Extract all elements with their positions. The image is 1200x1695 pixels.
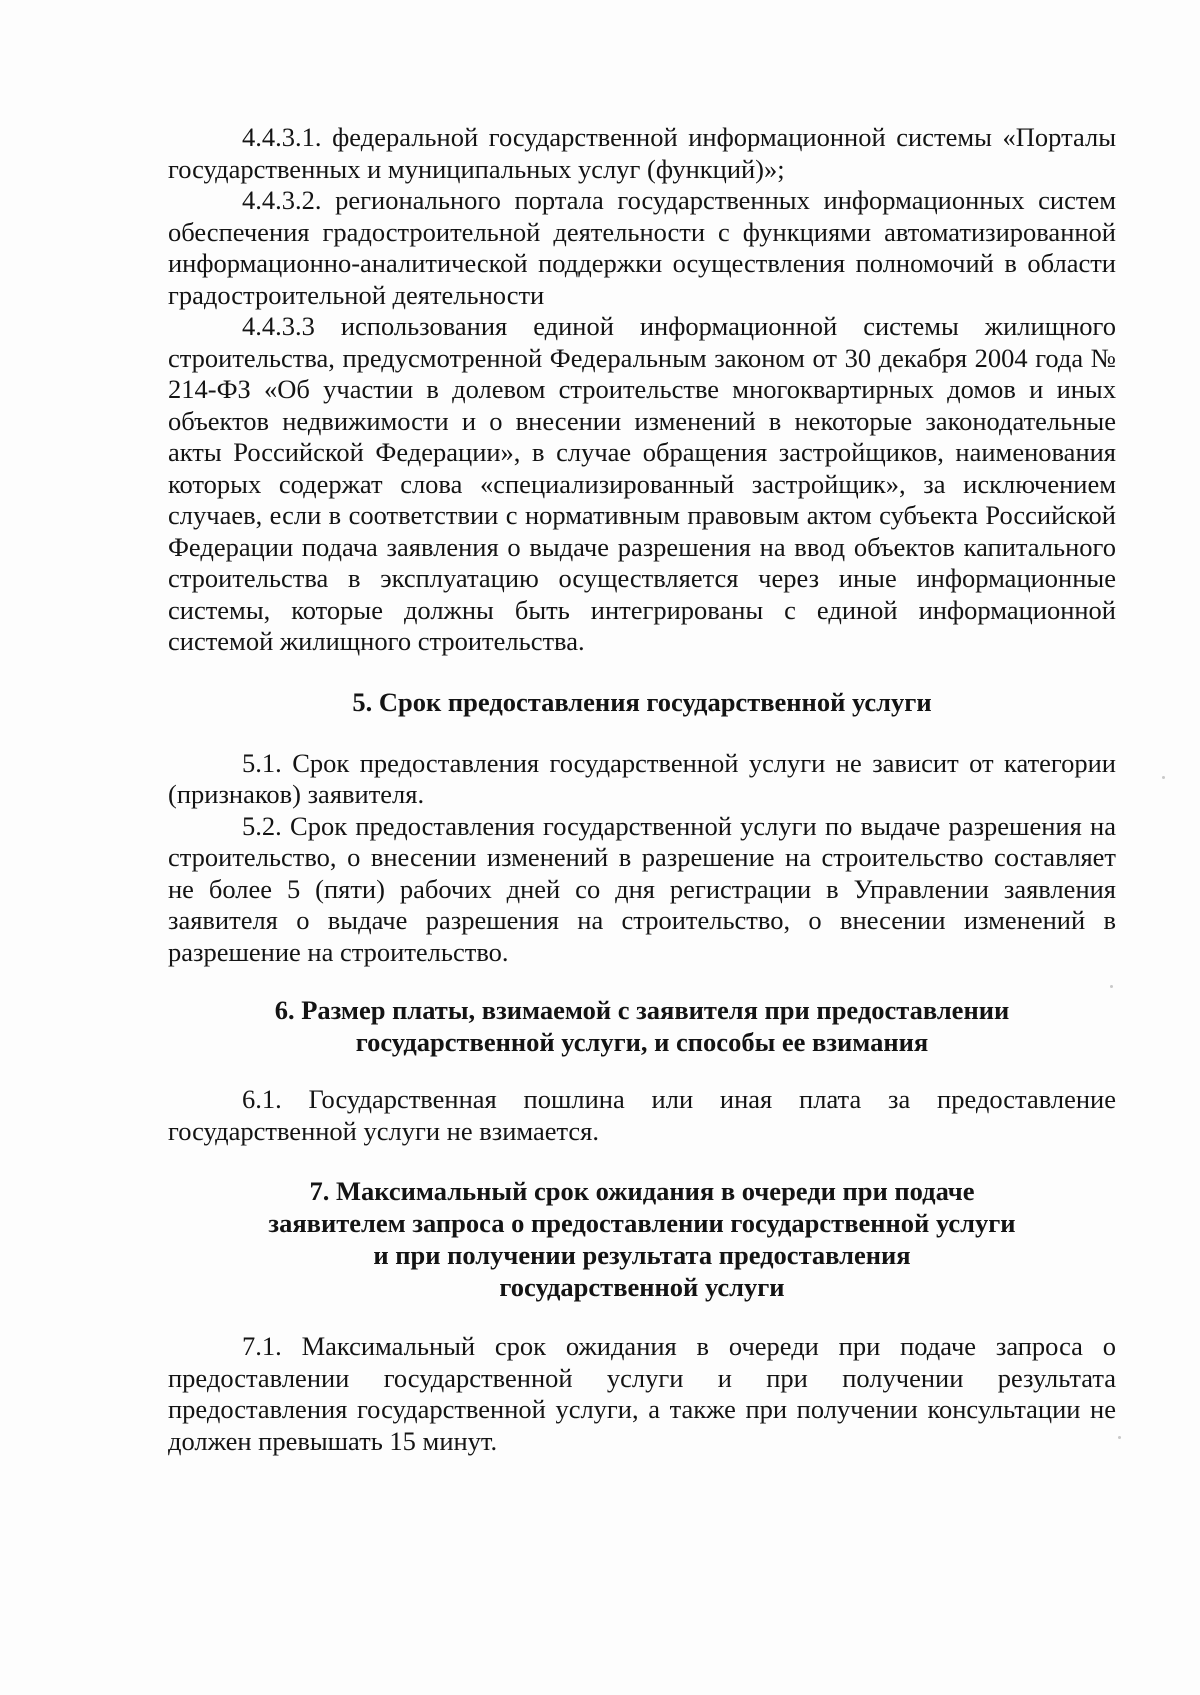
paragraph-4-4-3-3: 4.4.3.3 использования единой информационной системы жилищного строительства, предусмотренной Федеральным законом от 30 декабря 2004 года № 214-ФЗ «Об участии в долевом строительстве многоквартирных домов и иных объектов недвижимости и о внесении изменений в некоторые законодательные акты Российской Федерации», в случае обращения застройщиков, наименования которых содержат слова «специализированный застройщик», за исключением случаев, если в соответствии с нормативным правовым актом субъекта Российской Федерации подача заявления о выдаче разрешения на ввод объектов капитального строительства в эксплуатацию осуществляется через иные информационные системы, которые должны быть интегрированы с единой информационной системой жилищного строительства. <box>168 311 1116 656</box>
section-5-heading: 5. Срок предоставления государственной услуги <box>352 686 932 717</box>
scan-speck <box>1118 1436 1121 1439</box>
scan-speck <box>1110 985 1113 988</box>
document-body <box>168 122 1116 1457</box>
section-7-heading-line-1: 7. Максимальный срок ожидания в очереди при подаче <box>309 1176 975 1206</box>
paragraph-4-4-3-1: 4.4.3.1. федеральной государственной информационной системы «Порталы государственных и муниципальных услуг (функций)»; <box>168 122 1116 184</box>
section-7-heading-line-4: государственной услуги <box>499 1272 785 1302</box>
paragraph-5-2: 5.2. Срок предоставления государственной услуги по выдаче разрешения на строительство, о внесении изменений в разрешение на строительство составляет не более 5 (пяти) рабочих дней со дня регистрации в Управлении заявления заявителя о выдаче разрешения на строительство, о внесении изменений в разрешение на строительство. <box>168 810 1116 967</box>
paragraph-7-1: 7.1. Максимальный срок ожидания в очереди при подаче запроса о предоставлении государственной услуги и при получении результата предоставления государственной услуги, а также при получении консультации не должен превышать 15 минут. <box>168 1331 1116 1456</box>
section-6-heading-line-2: государственной услуги, и способы ее взимания <box>355 1027 929 1057</box>
section-6-heading-line-1: 6. Размер платы, взимаемой с заявителя при предоставлении <box>274 995 1010 1025</box>
paragraph-5-1: 5.1. Срок предоставления государственной услуги не зависит от категории (признаков) заявителя. <box>168 747 1116 809</box>
paragraph-4-4-3-2: 4.4.3.2. регионального портала государственных информационных систем обеспечения градостроительной деятельности с функциями автоматизированной информационно-аналитической поддержки осуществления полномочий в области градостроительной деятельности <box>168 185 1116 310</box>
section-6-heading <box>168 994 1116 1058</box>
section-7-heading <box>168 1175 1116 1303</box>
section-7-heading-line-2: заявителем запроса о предоставлении государственной услуги <box>268 1208 1016 1238</box>
scan-speck <box>1162 776 1165 779</box>
paragraph-6-1: 6.1. Государственная пошлина или иная плата за предоставление государственной услуги не взимается. <box>168 1084 1116 1146</box>
section-7-heading-line-3: и при получении результата предоставления <box>373 1240 911 1270</box>
